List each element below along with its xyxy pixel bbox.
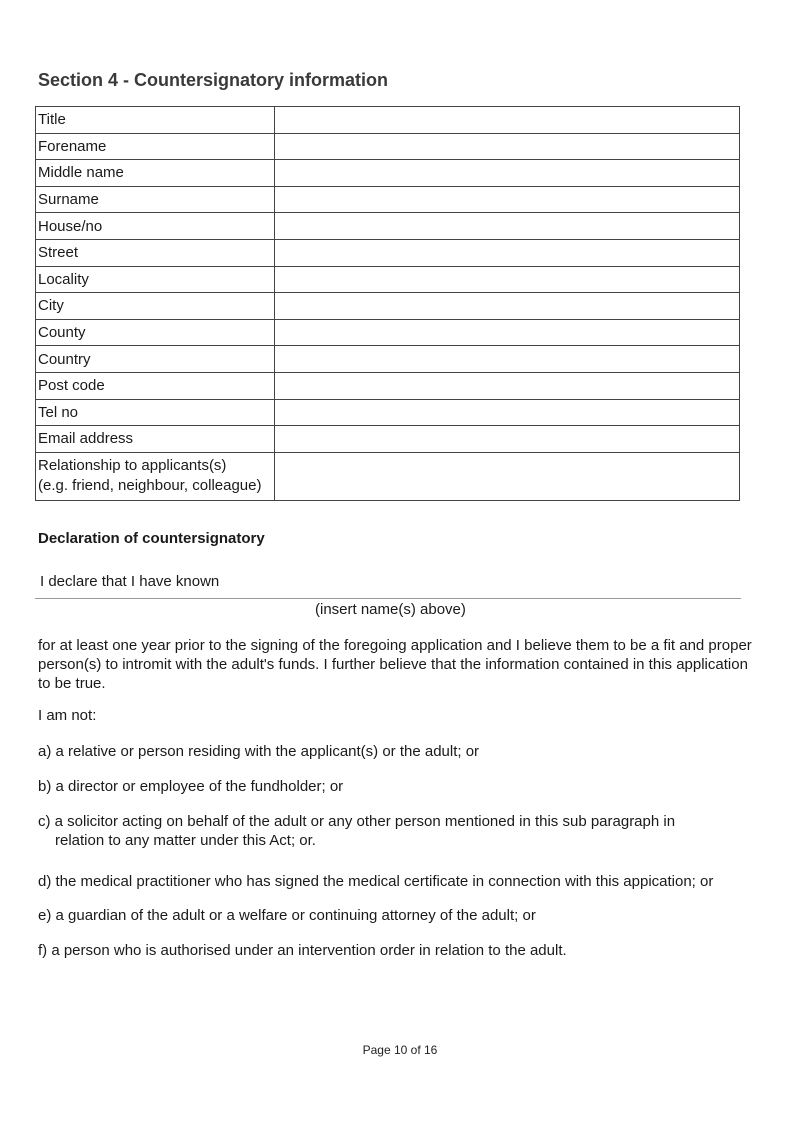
table-row: [36, 346, 740, 373]
table-row: [36, 107, 740, 134]
middle-name-field[interactable]: [275, 160, 740, 187]
street-field[interactable]: [275, 239, 740, 266]
table-row: [36, 319, 740, 346]
field-label: City: [36, 293, 275, 320]
country-field[interactable]: [275, 346, 740, 373]
list-item-c-line1: c) a solicitor acting on behalf of the adult or any other person mentioned in this sub paragraph in: [38, 813, 676, 830]
field-label: Locality: [36, 266, 275, 293]
table-row: [36, 239, 740, 266]
relationship-label-line2: (e.g. friend, neighbour, colleague): [38, 477, 262, 495]
not-heading: I am not:: [38, 707, 97, 724]
relationship-label: [36, 452, 275, 500]
field-label: Tel no: [36, 399, 275, 426]
relationship-label-line1: Relationship to applicants(s): [38, 457, 227, 475]
locality-field[interactable]: [275, 266, 740, 293]
list-item-e: e) a guardian of the adult or a welfare or continuing attorney of the adult; or: [38, 907, 536, 924]
field-label: House/no: [36, 213, 275, 240]
declaration-known-text: I declare that I have known: [40, 573, 220, 590]
field-label: Street: [36, 239, 275, 266]
list-item-b: b) a director or employee of the fundholder; or: [38, 778, 344, 795]
forename-field[interactable]: [275, 133, 740, 160]
house-no-field[interactable]: [275, 213, 740, 240]
table-row: [36, 399, 740, 426]
table-row: [36, 133, 740, 160]
table-row: [36, 426, 740, 453]
field-label: County: [36, 319, 275, 346]
field-label: Surname: [36, 186, 275, 213]
city-field[interactable]: [275, 293, 740, 320]
post-code-field[interactable]: [275, 372, 740, 399]
field-label: Country: [36, 346, 275, 373]
names-input-line[interactable]: [35, 598, 741, 599]
insert-names-note: (insert name(s) above): [315, 601, 466, 618]
table-row: [36, 213, 740, 240]
county-field[interactable]: [275, 319, 740, 346]
table-row: [36, 266, 740, 293]
field-label: Forename: [36, 133, 275, 160]
tel-no-field[interactable]: [275, 399, 740, 426]
list-item-f: f) a person who is authorised under an intervention order in relation to the adult.: [38, 942, 567, 959]
table-row: [36, 186, 740, 213]
list-item-c-line2: relation to any matter under this Act; or.: [55, 832, 316, 849]
list-item-c: [38, 812, 758, 850]
field-label: Middle name: [36, 160, 275, 187]
list-item-a: a) a relative or person residing with the applicant(s) or the adult; or: [38, 743, 480, 760]
table-row: [36, 452, 740, 500]
page-number: Page 10 of 16: [362, 1043, 438, 1057]
table-row: [36, 293, 740, 320]
field-label: Title: [36, 107, 275, 134]
table-row: [36, 160, 740, 187]
surname-field[interactable]: [275, 186, 740, 213]
email-address-field[interactable]: [275, 426, 740, 453]
countersignatory-table: [35, 106, 740, 501]
declaration-title: Declaration of countersignatory: [38, 530, 265, 547]
section-title: Section 4 - Countersignatory information: [38, 70, 389, 90]
declaration-paragraph: for at least one year prior to the signing of the foregoing application and I believe them to be a fit and proper person(s) to intromit with the adult's funds. I further believe that the information contained in this application to be true.: [38, 637, 752, 692]
table-row: [36, 372, 740, 399]
relationship-field[interactable]: [275, 452, 740, 500]
field-label: Post code: [36, 372, 275, 399]
list-item-d: d) the medical practitioner who has signed the medical certificate in connection with this appication; or: [38, 873, 714, 890]
field-label: Email address: [36, 426, 275, 453]
title-field[interactable]: [275, 107, 740, 134]
